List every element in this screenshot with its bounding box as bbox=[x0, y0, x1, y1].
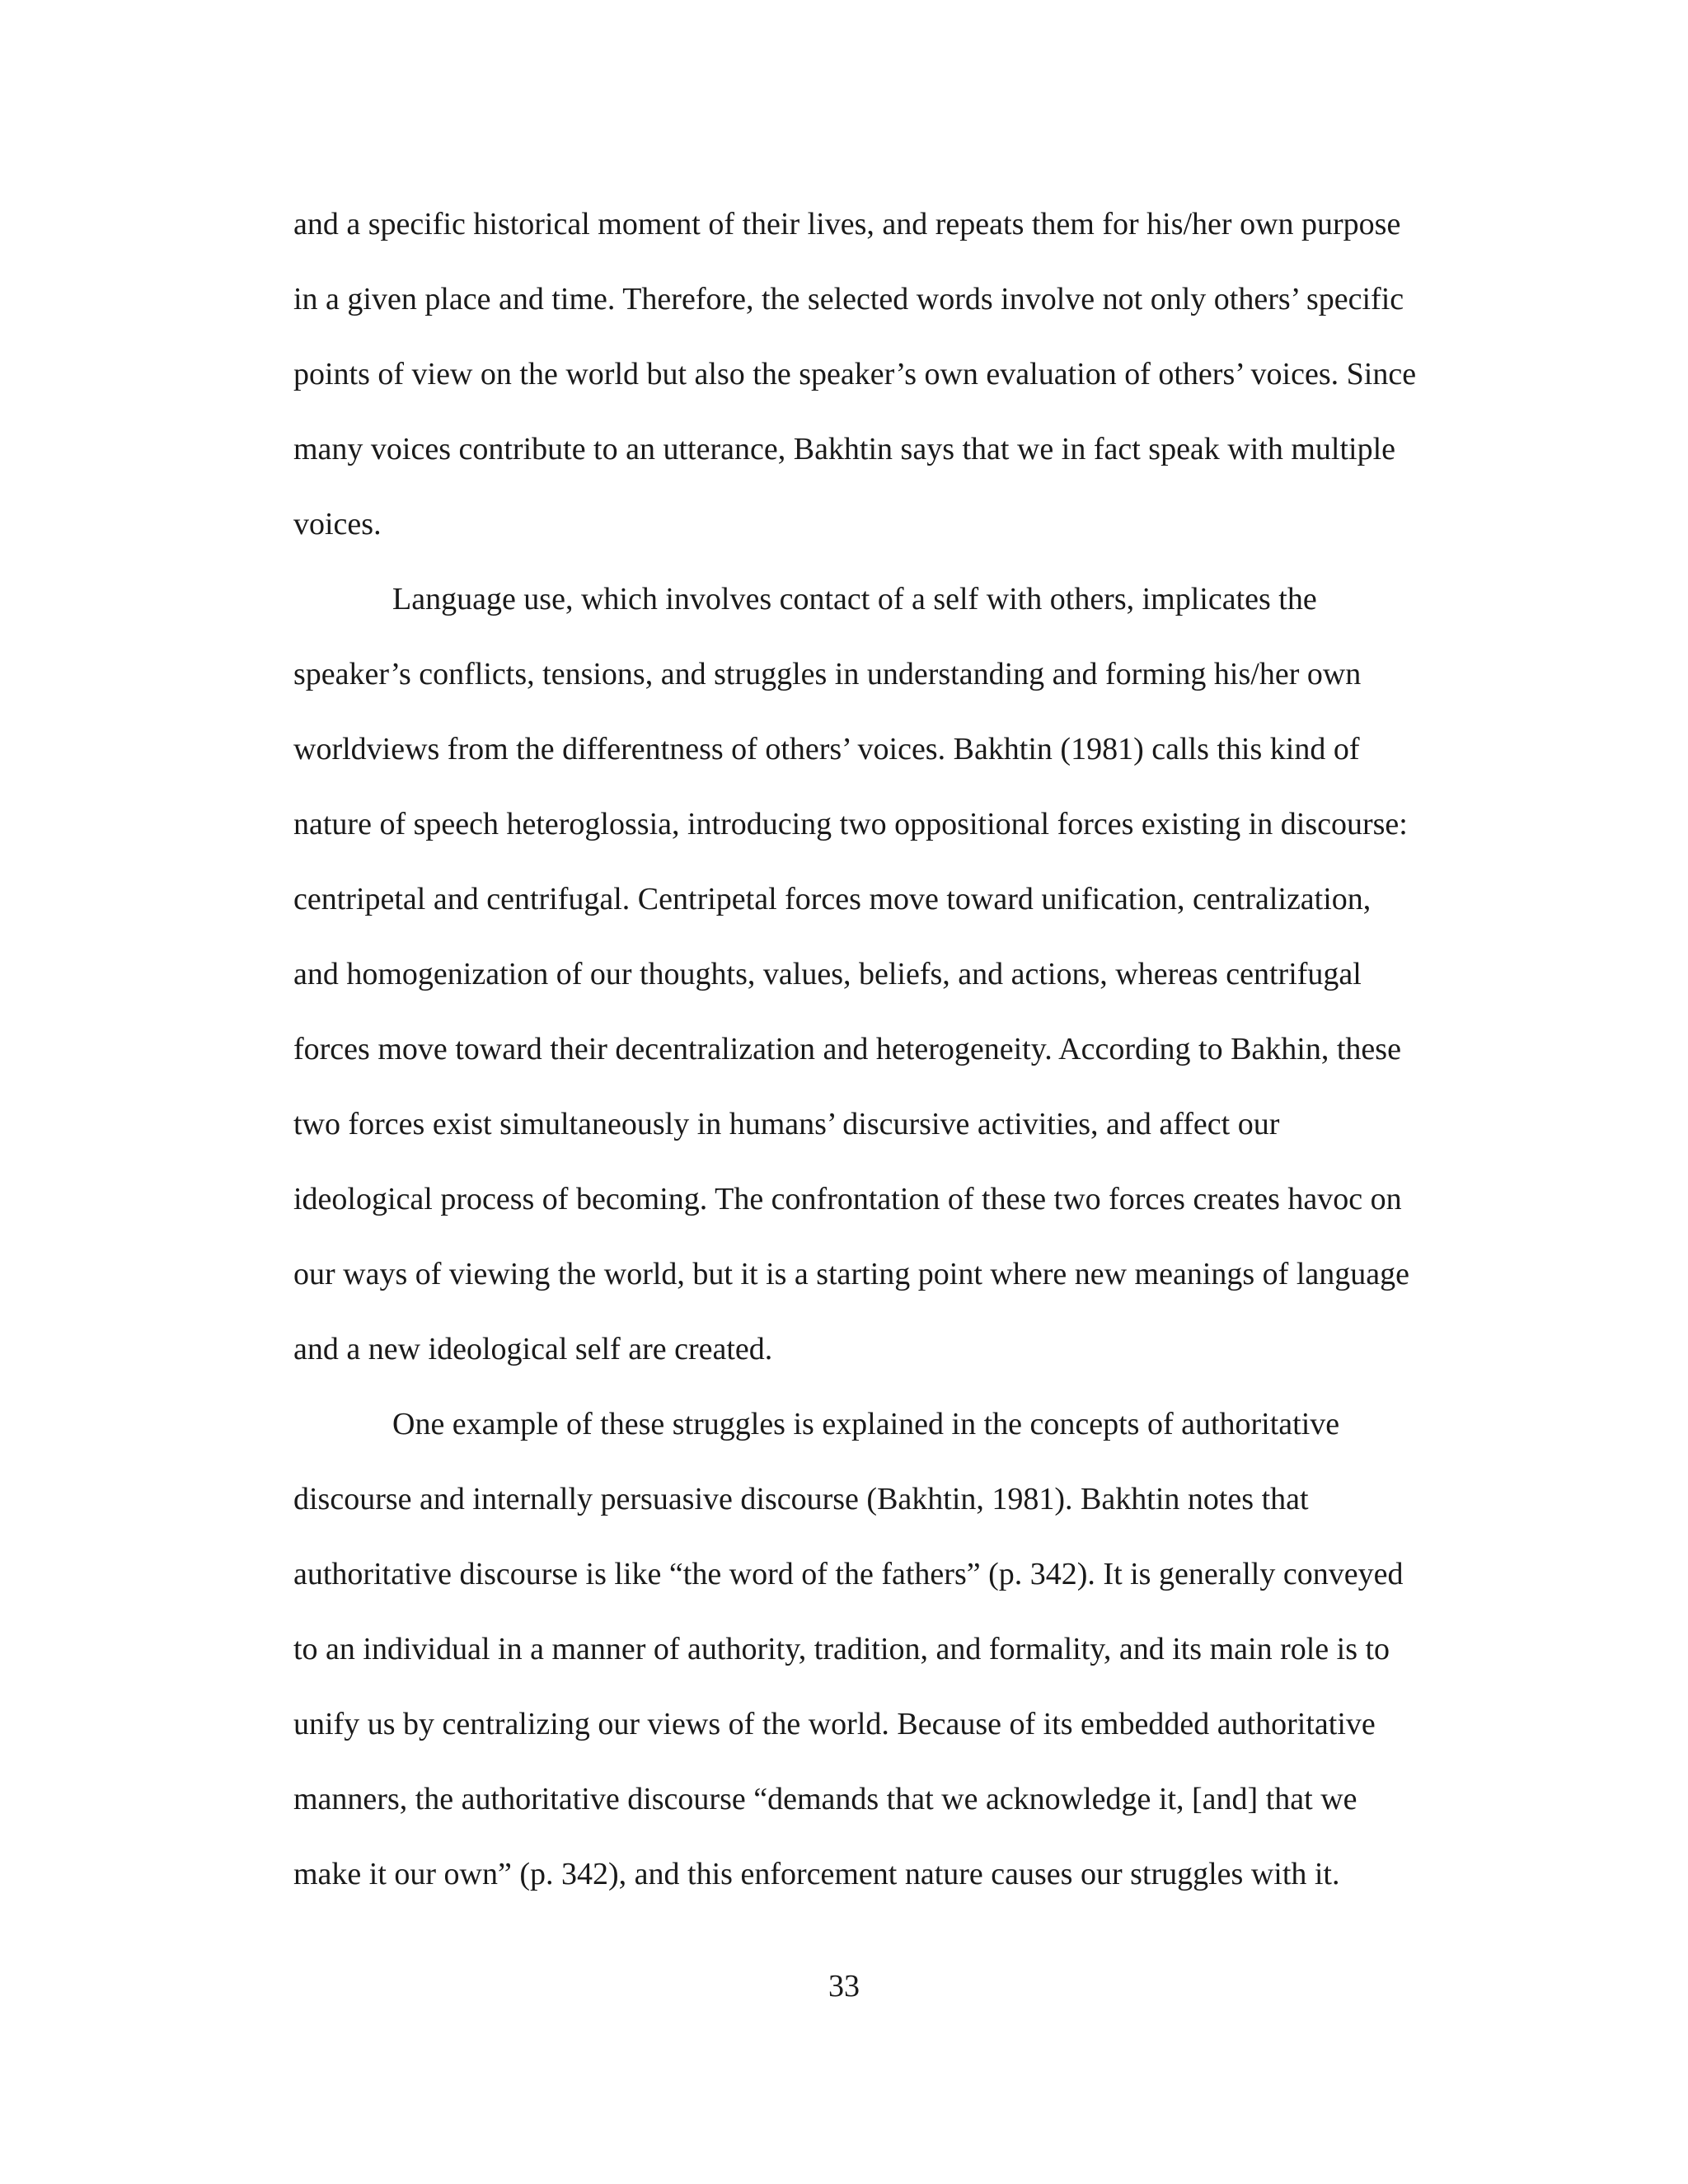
text-line: forces move toward their decentralization and heterogeneity. According to Bakhin, these bbox=[293, 1032, 1401, 1066]
text-line: ideological process of becoming. The confrontation of these two forces creates havoc on bbox=[293, 1182, 1402, 1216]
text-line: in a given place and time. Therefore, the selected words involve not only others’ specific bbox=[293, 282, 1404, 316]
paragraph-start-line: Language use, which involves contact of a self with others, implicates the bbox=[392, 582, 1317, 616]
text-line: nature of speech heteroglossia, introducing two oppositional forces existing in discourse: bbox=[293, 807, 1408, 841]
paragraph-start-line: One example of these struggles is explained in the concepts of authoritative bbox=[392, 1407, 1340, 1441]
text-line: manners, the authoritative discourse “demands that we acknowledge it, [and] that we bbox=[293, 1782, 1357, 1816]
text-line: voices. bbox=[293, 507, 382, 541]
text-line: worldviews from the differentness of others’ voices. Bakhtin (1981) calls this kind of bbox=[293, 732, 1360, 766]
text-line: two forces exist simultaneously in humans’ discursive activities, and affect our bbox=[293, 1107, 1280, 1141]
page-number: 33 bbox=[828, 1969, 860, 2004]
text-line: authoritative discourse is like “the word of the fathers” (p. 342). It is generally conveyed bbox=[293, 1557, 1404, 1591]
body-text bbox=[293, 187, 1416, 1912]
text-line: and a new ideological self are created. bbox=[293, 1332, 773, 1366]
text-line: discourse and internally persuasive discourse (Bakhtin, 1981). Bakhtin notes that bbox=[293, 1482, 1309, 1516]
text-line: unify us by centralizing our views of the world. Because of its embedded authoritative bbox=[293, 1707, 1376, 1741]
text-line: and a specific historical moment of their lives, and repeats them for his/her own purpose bbox=[293, 207, 1401, 241]
text-line: to an individual in a manner of authority, tradition, and formality, and its main role is to bbox=[293, 1632, 1390, 1666]
text-line: speaker’s conflicts, tensions, and struggles in understanding and forming his/her own bbox=[293, 657, 1362, 691]
text-line: centripetal and centrifugal. Centripetal forces move toward unification, centralization, bbox=[293, 882, 1372, 916]
text-line: our ways of viewing the world, but it is a starting point where new meanings of language bbox=[293, 1257, 1409, 1291]
text-line: points of view on the world but also the speaker’s own evaluation of others’ voices. Since bbox=[293, 357, 1417, 391]
text-line: make it our own” (p. 342), and this enforcement nature causes our struggles with it. bbox=[293, 1857, 1340, 1891]
text-line: many voices contribute to an utterance, Bakhtin says that we in fact speak with multiple bbox=[293, 432, 1396, 466]
text-line: and homogenization of our thoughts, values, beliefs, and actions, whereas centrifugal bbox=[293, 957, 1362, 991]
